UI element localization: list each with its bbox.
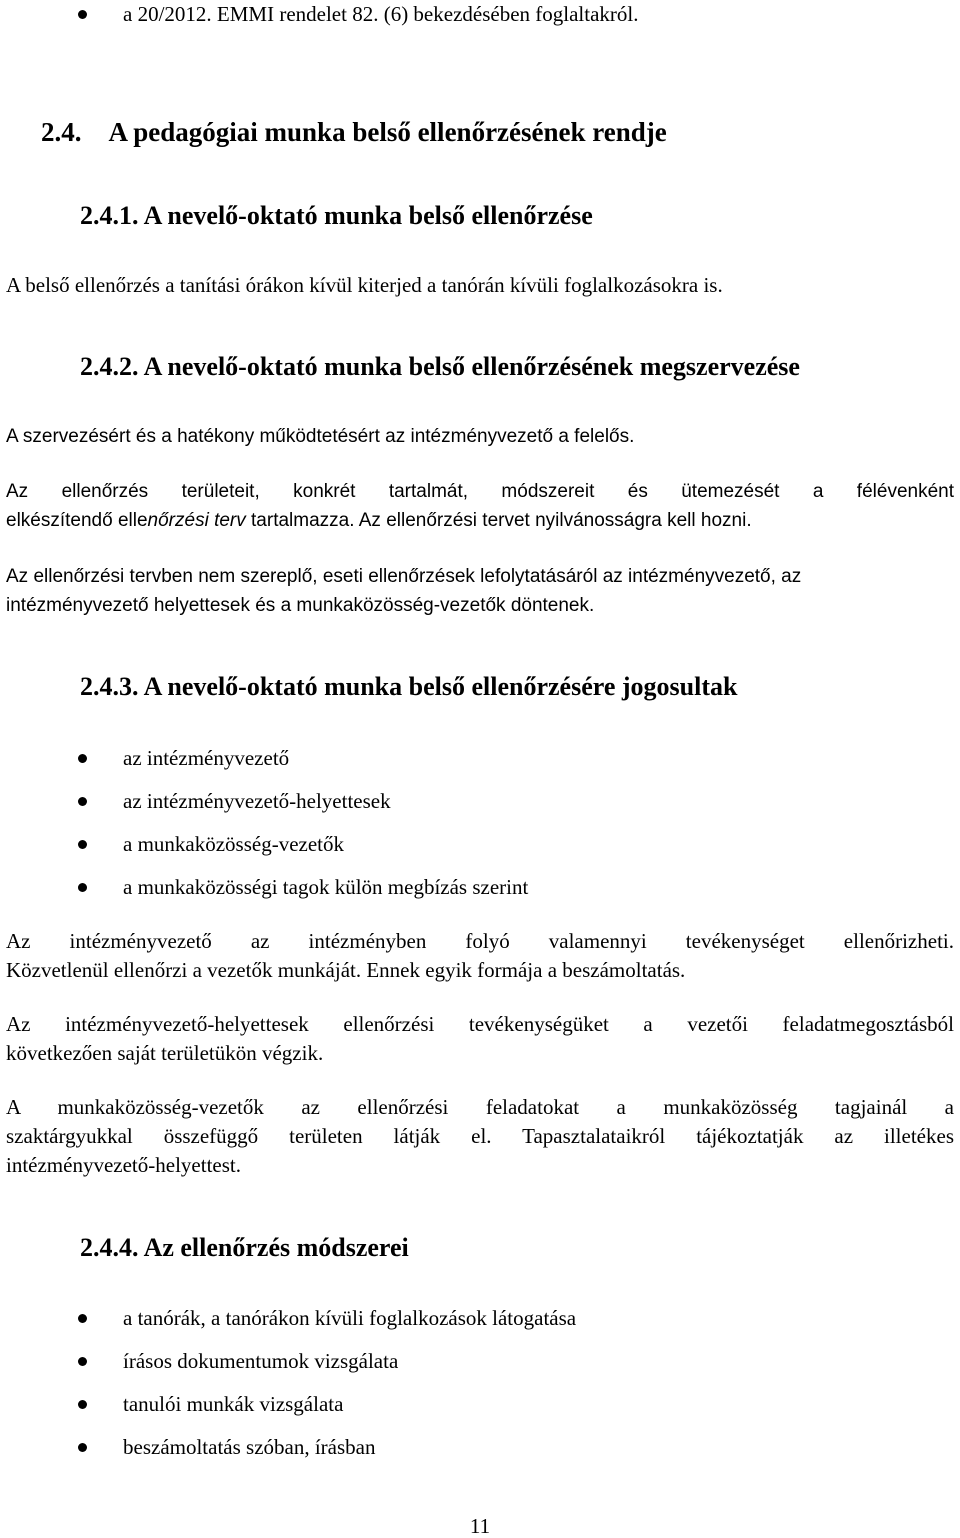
list-item-text: a tanórák, a tanórákon kívüli foglalkozások látogatása	[123, 1306, 577, 1330]
paragraph-line: intézményvezető helyettesek és a munkaközösség-vezetők döntenek.	[6, 595, 595, 616]
paragraph-text: elkészítendő elle	[6, 510, 148, 531]
paragraph-line: Az intézményvezető az intézményben folyó valamennyi tevékenységet ellenőrizheti.	[6, 929, 954, 953]
bullet-icon	[78, 1443, 87, 1452]
heading-2-4-2: 2.4.2. A nevelő-oktató munka belső ellenőrzésének megszervezése	[80, 352, 800, 381]
paragraph-line: A belső ellenőrzés a tanítási órákon kívül kiterjed a tanórán kívüli foglalkozásokra is.	[6, 273, 723, 297]
list-item-text: írásos dokumentumok vizsgálata	[123, 1349, 399, 1373]
bullet-icon	[78, 883, 87, 892]
heading-2-4-3: 2.4.3. A nevelő-oktató munka belső ellenőrzésére jogosultak	[80, 672, 738, 701]
list-item-text: beszámoltatás szóban, írásban	[123, 1435, 376, 1459]
list-item-text: a munkaközösségi tagok külön megbízás szerint	[123, 875, 529, 899]
list-item	[0, 789, 960, 819]
list-item-text: az intézményvezető-helyettesek	[123, 789, 391, 813]
list-item-text: a 20/2012. EMMI rendelet 82. (6) bekezdésében foglaltakról.	[123, 2, 639, 26]
paragraph	[6, 271, 954, 300]
paragraph-line: Közvetlenül ellenőrzi a vezetők munkáját. Ennek egyik formája a beszámoltatás.	[6, 958, 686, 982]
paragraph-line: intézményvezető-helyettest.	[6, 1153, 241, 1177]
paragraph-line: Az ellenőrzési tervben nem szereplő, eseti ellenőrzések lefolytatásáról az intézményvezető, az	[6, 566, 802, 587]
paragraph-text: tartalmazza. Az ellenőrzési tervet nyilvánosságra kell hozni.	[245, 510, 752, 531]
bullet-icon	[78, 10, 87, 19]
paragraph	[6, 562, 954, 620]
heading-2-4: 2.4. A pedagógiai munka belső ellenőrzésének rendje	[41, 117, 667, 147]
paragraph	[6, 1010, 954, 1068]
paragraph	[6, 927, 954, 985]
bullet-icon	[78, 840, 87, 849]
heading-2-4-1: 2.4.1. A nevelő-oktató munka belső ellenőrzése	[80, 201, 593, 230]
list-item-text: az intézményvezető	[123, 746, 290, 770]
bullet-icon	[78, 797, 87, 806]
paragraph	[6, 1093, 954, 1180]
paragraph-line: Az intézményvezető-helyettesek ellenőrzési tevékenységüket a vezetői feladatmegosztásból	[6, 1012, 954, 1036]
list-item	[0, 1392, 960, 1422]
bullet-icon	[78, 1314, 87, 1323]
list-item	[0, 832, 960, 862]
paragraph	[6, 422, 954, 451]
list-item	[0, 1306, 960, 1336]
bullet-icon	[78, 754, 87, 763]
paragraph-line: következően saját területükön végzik.	[6, 1041, 324, 1065]
list-item	[0, 1435, 960, 1465]
heading-2-4-4: 2.4.4. Az ellenőrzés módszerei	[80, 1233, 409, 1262]
list-item	[0, 1349, 960, 1379]
italic-text: nőrzési terv	[147, 510, 246, 531]
paragraph-line: A munkaközösség-vezetők az ellenőrzési feladatokat a munkaközösség tagjainál a	[6, 1095, 954, 1119]
paragraph-line: A szervezésért és a hatékony működtetésért az intézményvezető a felelős.	[6, 426, 635, 447]
list-item	[0, 746, 960, 776]
paragraph-line: szaktárgyukkal összefüggő területen látják el. Tapasztalataikról tájékoztatják az illetékes	[6, 1124, 954, 1148]
paragraph-line	[6, 506, 954, 535]
paragraph-line: Az ellenőrzés területeit, konkrét tartalmát, módszereit és ütemezését a félévenként	[6, 481, 954, 502]
bullet-icon	[78, 1357, 87, 1366]
list-item-text: a munkaközösség-vezetők	[123, 832, 345, 856]
list-item	[0, 875, 960, 905]
list-item-text: tanulói munkák vizsgálata	[123, 1392, 344, 1416]
bullet-icon	[78, 1400, 87, 1409]
list-item	[0, 2, 960, 32]
page-number: 11	[469, 1514, 491, 1538]
paragraph	[6, 477, 954, 535]
